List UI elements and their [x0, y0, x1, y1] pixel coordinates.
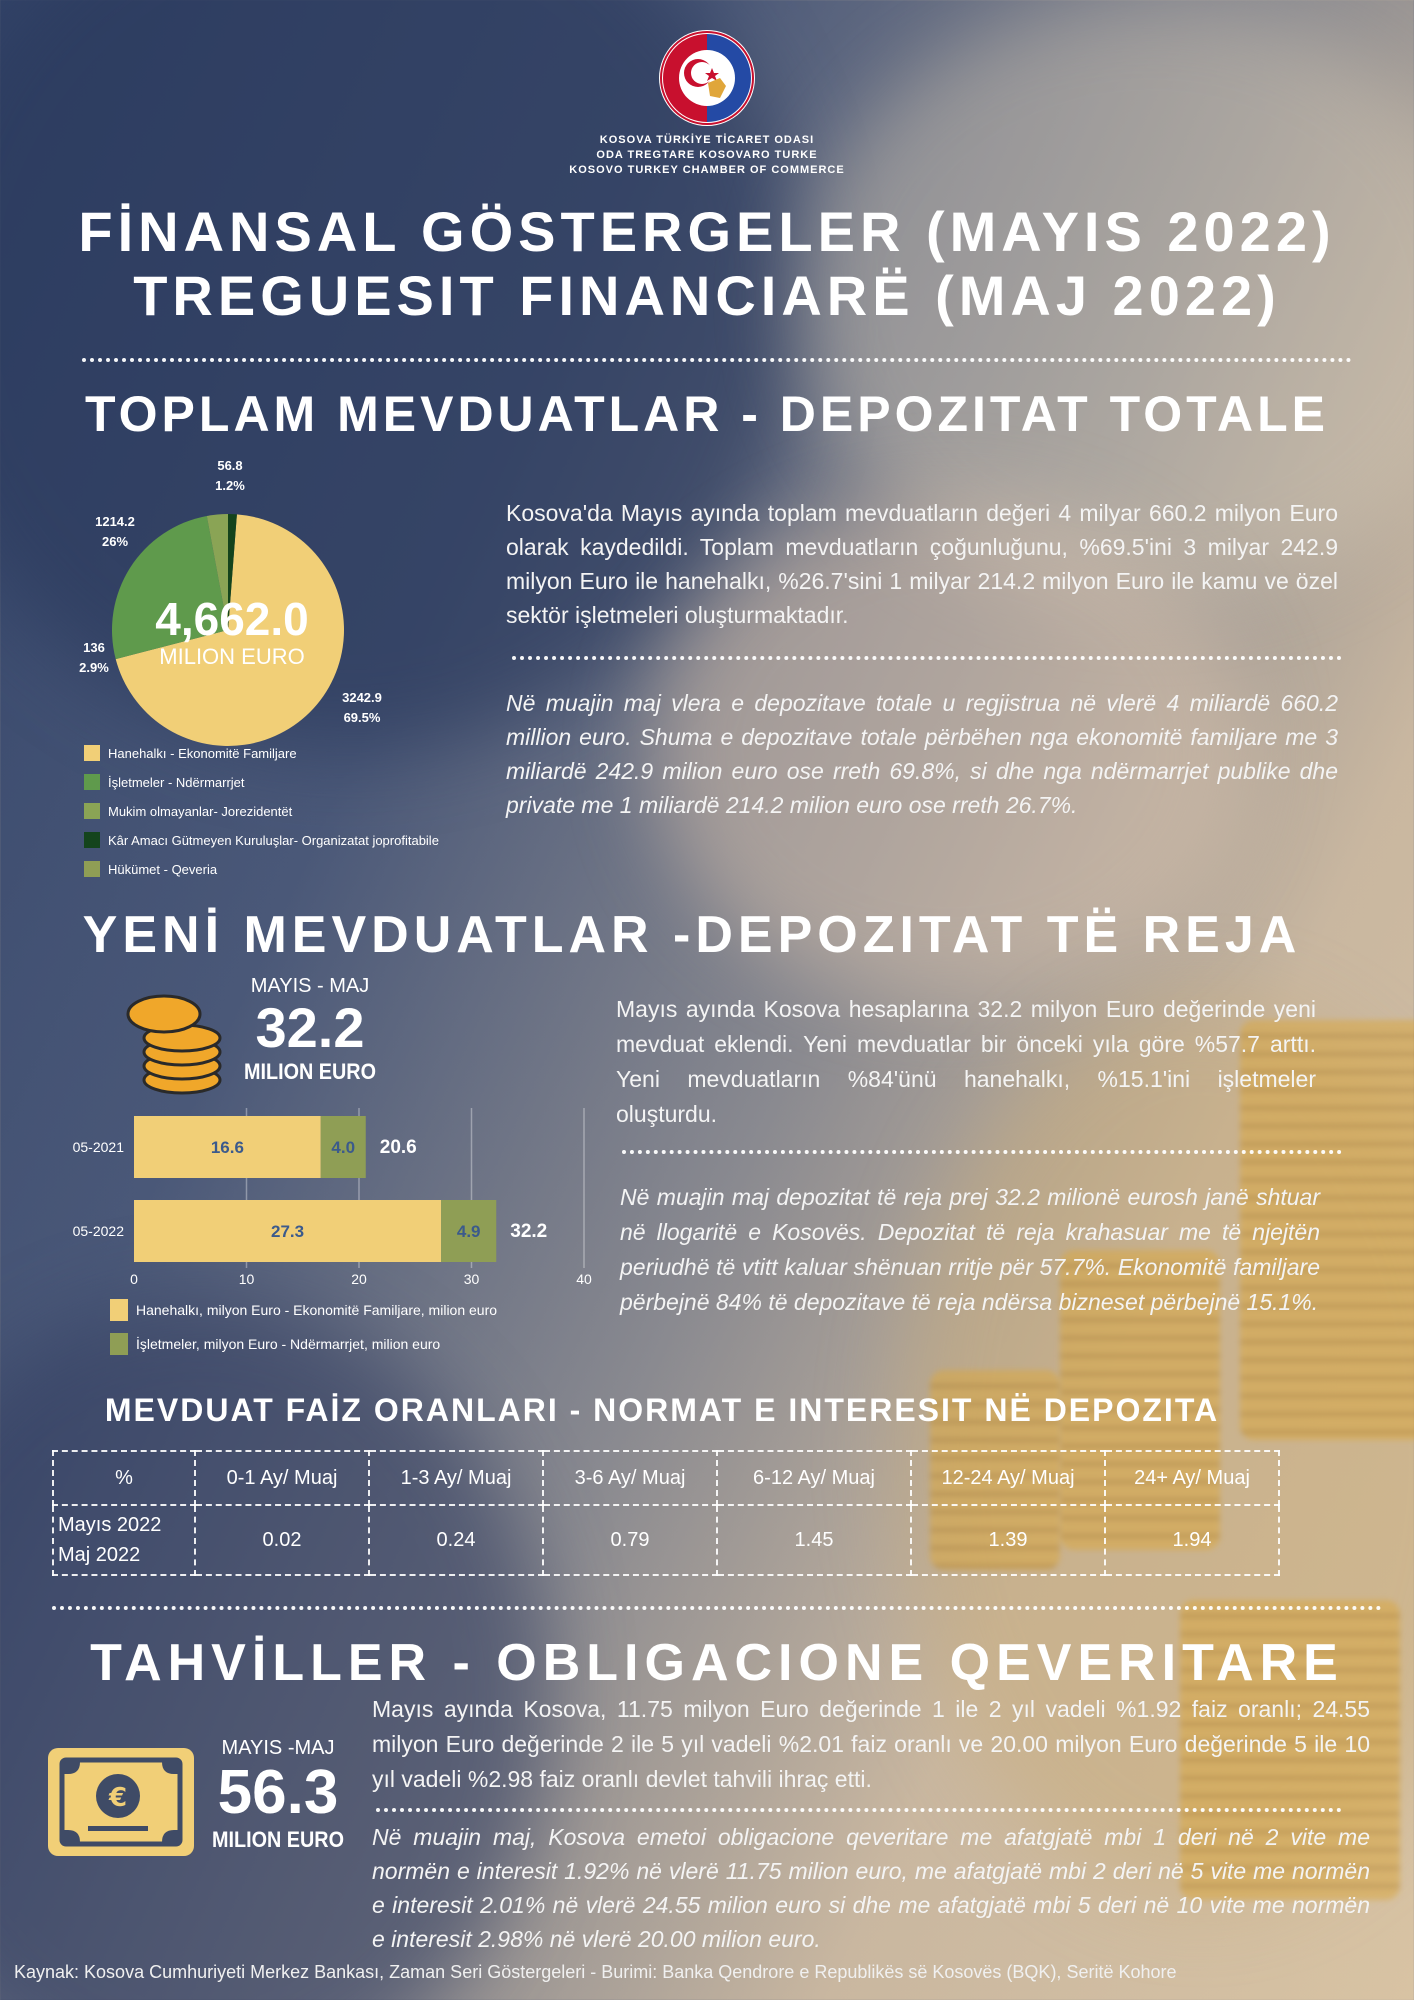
x-tick-label: 40	[576, 1271, 592, 1287]
legend-item-households	[110, 1298, 570, 1322]
row-label-tr: Mayıs 2022	[58, 1514, 162, 1536]
x-tick-label: 0	[130, 1271, 138, 1287]
divider	[52, 1606, 1382, 1610]
table-cell: 1.39	[911, 1505, 1105, 1575]
new-deposits-text-tr: Mayıs ayında Kosova hesaplarına 32.2 milyon Euro değerinde yeni mevduat eklendi. Yeni mevduatlar bir önceki yıla göre %57.7 arttı. Yeni mevduatların %84'ünü hanehalkı, %15.1'ini işletmeler oluşturdu.	[616, 996, 1316, 1127]
money-bill-icon	[46, 1746, 196, 1858]
section-title-bonds: TAHVİLLER - OBLIGACIONE QEVERITARE	[90, 1634, 1344, 1692]
page-title-tr: FİNANSAL GÖSTERGELER (MAYIS 2022)	[78, 200, 1336, 263]
table-header-cell: 12-24 Ay/ Muaj	[911, 1451, 1105, 1505]
legend-item-government	[84, 859, 484, 879]
divider	[622, 1150, 1342, 1154]
bar-value-label: 16.6	[210, 1138, 244, 1157]
legend-label: İşletmeler, milyon Euro - Ndërmarrjet, milion euro	[136, 1336, 441, 1352]
table-header-cell: 1-3 Ay/ Muaj	[369, 1451, 543, 1505]
x-tick-label: 30	[463, 1271, 480, 1287]
pie-label-business	[80, 512, 150, 552]
bar-legend	[110, 1298, 570, 1365]
table-header-cell: 24+ Ay/ Muaj	[1105, 1451, 1279, 1505]
pie-label-households-value: 3242.9	[342, 690, 382, 705]
bonds-period: MAYIS -MAJ	[221, 1737, 335, 1759]
legend-swatch	[84, 803, 100, 819]
new-deposits-text-sq: Në muajin maj depozitat të reja prej 32.2 milionë eurosh janë shtuar në llogaritë e Kosovës. Depozitat të reja krahasuar me të njejtën periudhë të vtitt kaluar shënuan rritje për 57.7%. Ekonomitë familjare përbejnë 84% të depozitave të reja ndërsa bizneset përbejnë 15.1%.	[620, 1184, 1320, 1315]
bonds-summary	[198, 1736, 358, 1854]
bar-category-label: 05-2022	[72, 1223, 124, 1239]
section-title-new-deposits: YENİ MEVDUATLAR -DEPOZITAT TË REJA	[82, 906, 1302, 964]
table-cell: 1.94	[1105, 1505, 1279, 1575]
bonds-unit: MILION EURO	[211, 1827, 344, 1852]
divider	[82, 358, 1352, 362]
bar-value-label: 27.3	[271, 1222, 305, 1241]
bonds-text-tr: Mayıs ayında Kosova, 11.75 milyon Euro değerinde 1 ile 2 yıl vadeli %1.92 faiz oranlı; 24.55 milyon Euro değerinde 2 ile 5 yıl vadeli %2.01 faiz oranlı ve 20.00 milyon Euro değerinde 5 ile 10 yıl vadeli %2.98 faiz oranlı devlet tahvili ihraç etti.	[372, 1696, 1370, 1792]
legend-swatch	[110, 1333, 128, 1355]
legend-swatch	[84, 774, 100, 790]
table-cell: 0.24	[369, 1505, 543, 1575]
bar-value-label: 4.0	[331, 1138, 356, 1157]
table-row-label	[53, 1505, 195, 1575]
divider	[512, 656, 1342, 660]
table-cell: 1.45	[717, 1505, 911, 1575]
pie-label-households	[322, 688, 402, 728]
new-deposits-unit: MILION EURO	[243, 1059, 376, 1084]
source-footer: Kaynak: Kosova Cumhuriyeti Merkez Bankası, Zaman Seri Göstergeleri - Burimi: Banka Qendrore e Republikës së Kosovës (BQK), Seritë Kohore	[14, 1962, 1177, 1982]
pie-label-nonres-value: 136	[83, 640, 105, 655]
table-header-cell: 3-6 Ay/ Muaj	[543, 1451, 717, 1505]
legend-swatch	[110, 1299, 128, 1321]
table-header-cell: 0-1 Ay/ Muaj	[195, 1451, 369, 1505]
legend-swatch	[84, 745, 100, 761]
legend-label: İşletmeler - Ndërmarrjet	[108, 774, 245, 790]
legend-label: Hükümet - Qeveria	[108, 861, 218, 877]
divider	[376, 1808, 1342, 1812]
pie-label-business-pct: 26%	[101, 534, 129, 549]
legend-swatch	[84, 832, 100, 848]
org-name-sq: ODA TREGTARE KOSOVARO TURKE	[596, 149, 818, 161]
deposits-text-sq: Në muajin maj vlera e depozitave totale u regjistrua në vlerë 4 miliardë 660.2 million euro. Shuma e depozitave totale përbëhen nga ekonomitë familjare me 3 miliardë 242.9 milion euro ose rreth 69.8%, si dhe nga ndërmarrjet publike dhe private me 1 miliardë 214.2 milion euro ose rreth 26.7%.	[506, 690, 1338, 818]
pie-label-nonres-pct: 2.9%	[79, 660, 109, 675]
legend-label: Hanehalkı - Ekonomitë Familjare	[108, 745, 297, 761]
pie-label-nonprofit-value: 56.8	[217, 458, 243, 473]
x-tick-label: 10	[238, 1271, 255, 1287]
page-title	[0, 200, 1414, 328]
section-title-interest: MEVDUAT FAİZ ORANLARI - NORMAT E INTERESIT NË DEPOZITA	[104, 1392, 1220, 1428]
rates-table	[52, 1450, 1280, 1576]
pie-label-business-value: 1214.2	[95, 514, 135, 529]
chamber-logo	[652, 28, 762, 128]
pie-total-value: 4,662.0	[155, 593, 309, 645]
svg-text:€: €	[108, 1783, 128, 1813]
pie-label-households-pct: 69.5%	[343, 710, 381, 725]
legend-item-business	[84, 772, 484, 792]
legend-label: Hanehalkı, milyon Euro - Ekonomitë Familjare, milion euro	[136, 1302, 498, 1318]
table-row	[53, 1505, 1279, 1575]
section-title-deposits: TOPLAM MEVDUATLAR - DEPOZITAT TOTALE	[85, 386, 1329, 442]
table-cell: 0.79	[543, 1505, 717, 1575]
bar-value-label: 4.9	[456, 1222, 481, 1241]
header	[0, 28, 1414, 178]
table-header-cell: 6-12 Ay/ Muaj	[717, 1451, 911, 1505]
pie-label-nonres	[64, 638, 124, 678]
legend-item-households	[84, 743, 484, 763]
pie-total-unit: MILION EURO	[159, 644, 305, 669]
row-label-sq: Maj 2022	[58, 1544, 141, 1566]
pie-label-nonprofit-pct: 1.2%	[215, 478, 245, 493]
legend-label: Kâr Amacı Gütmeyen Kuruluşlar- Organizatat joprofitabile	[108, 832, 439, 848]
deposits-text-tr: Kosova'da Mayıs ayında toplam mevduatların değeri 4 milyar 660.2 milyon Euro olarak kaydedildi. Toplam mevduatların çoğunluğunu, %69.5'ini 3 milyar 242.9 milyon Euro ile hanehalkı, %26.7'sini 1 milyar 214.2 milyon Euro ile kamu ve özel sektör işletmeleri oluşturmaktadır.	[506, 500, 1338, 628]
org-name-tr: KOSOVA TÜRKİYE TİCARET ODASI	[599, 134, 815, 146]
bar-total-label: 32.2	[510, 1221, 548, 1242]
interest-rate-table	[52, 1450, 1280, 1576]
legend-item-business	[110, 1332, 570, 1356]
new-deposits-period: MAYIS - MAJ	[250, 975, 370, 997]
bonds-text-sq: Në muajin maj, Kosova emetoi obligacione qeveritare me afatgjatë mbi 1 deri në 2 vite me normën e interesit 1.92% në vlerë 11.75 milion euro, me afatgjatë mbi 2 deri në 5 vite me normën e interesit 2.01% në vlerë 24.55 milion euro si dhe me afatgjatë mbi 5 deri në 10 vite me normën e interesit 2.98% në vlerë 20.00 milion euro.	[372, 1824, 1370, 1952]
table-cell: 0.02	[195, 1505, 369, 1575]
legend-item-nonres	[84, 801, 484, 821]
new-deposits-value: 32.2	[255, 996, 365, 1059]
bonds-value: 56.3	[217, 1758, 339, 1827]
x-tick-label: 20	[351, 1271, 367, 1287]
table-header-cell: %	[53, 1451, 195, 1505]
new-deposits-summary	[230, 974, 390, 1086]
page-title-sq: TREGUESIT FINANCIARË (MAJ 2022)	[133, 264, 1281, 327]
legend-label: Mukim olmayanlar- Jorezidentët	[108, 803, 293, 819]
table-header-row	[53, 1451, 1279, 1505]
legend-item-nonprofit	[84, 830, 484, 850]
bar-total-label: 20.6	[379, 1137, 417, 1158]
deposits-pie-chart	[50, 452, 470, 752]
org-name-en: KOSOVO TURKEY CHAMBER OF COMMERCE	[569, 164, 845, 176]
legend-swatch	[84, 861, 100, 877]
org-name	[0, 133, 1414, 178]
pie-label-nonprofit	[200, 456, 260, 496]
coins-icon	[120, 986, 226, 1096]
bar-category-label: 05-2021	[72, 1139, 124, 1155]
pie-legend	[84, 743, 484, 888]
